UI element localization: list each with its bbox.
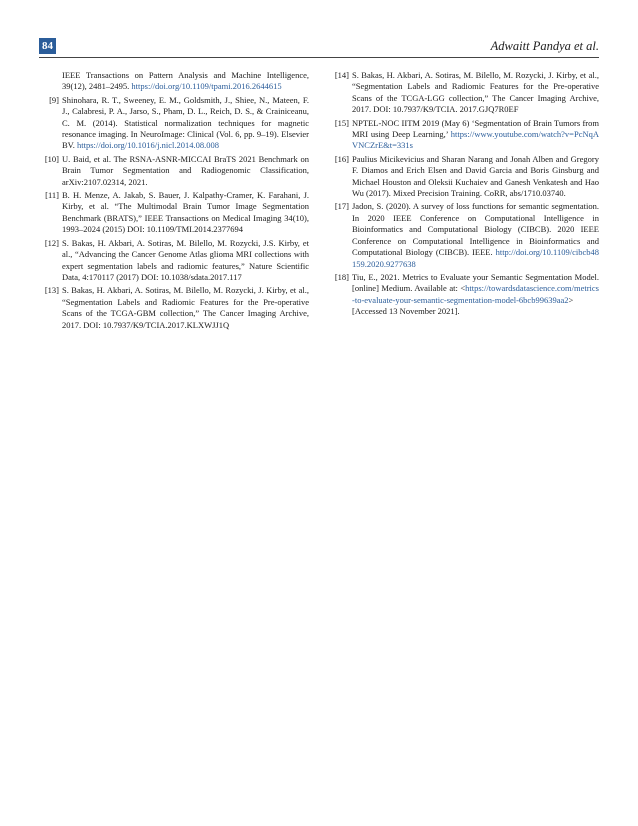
reference-item: [39, 154, 309, 188]
reference-text: IEEE Transactions on Pattern Analysis and Machine Intelligence, 39(12), 2481–2495.: [62, 70, 309, 92]
reference-link[interactable]: https://doi.org/10.1016/j.nicl.2014.08.008: [76, 140, 219, 151]
reference-number: [10]: [44, 153, 59, 164]
reference-tail: > [Accessed 13 November 2021].: [352, 294, 574, 317]
reference-text: S. Bakas, H. Akbari, A. Sotiras, M. Bilello, M. Rozycki, J.S. Kirby, et al., “Advancing the Cancer Genome Atlas glioma MRI collections with expert segmentation labels and radiomic features,” Nature Scientific Data, 4:170117 (2017) DOI: 10.1038/sdata.2017.117: [62, 237, 309, 282]
references-right-column: [329, 70, 599, 320]
reference-item: [39, 190, 309, 236]
references-left-column: [39, 70, 309, 333]
reference-text: Tiu, E., 2021. Metrics to Evaluate your Semantic Segmentation Model. [online] Medium. Available at: <: [352, 271, 599, 294]
reference-text: Shinohara, R. T., Sweeney, E. M., Goldsmith, J., Shiee, N., Mateen, F. J., Calabresi, P. A., Jarso, S., Pham, D. L., Reich, D. S., & Crainiceanu, C. M. (2014). Statistical normalization techniques for magnetic resonance imaging. In NeuroImage: Clinical (Vol. 6, pp. 9–19). Elsevier BV.: [62, 94, 309, 151]
reference-item: [329, 201, 599, 269]
reference-text: Jadon, S. (2020). A survey of loss functions for semantic segmentation. In 2020 IEEE Conference on Computational Intelligence in Bioinformatics and Computational Biology (CIBCB). 2020 IEEE Conference on Computational Intelligence in Bioinformatics and Computational Biology (CIBCB). IEEE.: [352, 201, 599, 258]
reference-number: [17]: [334, 201, 349, 212]
reference-text: B. H. Menze, A. Jakab, S. Bauer, J. Kalpathy-Cramer, K. Farahani, J. Kirby, et al. “The Multimodal Brain Tumor Image Segmentation Benchmark (BRATS),” IEEE Transactions on Medical Imaging 34(10), 1993–2024 (2015) DOI: 10.1109/TMI.2014.2377694: [62, 190, 309, 235]
reference-number: [12]: [44, 237, 59, 248]
reference-link[interactable]: https://www.youtube.com/watch?v=PcNqAVNCZrE&t=331s: [352, 129, 599, 151]
reference-item: [329, 118, 599, 152]
running-head: Adwaitt Pandya et al.: [490, 39, 599, 53]
reference-item: [39, 238, 309, 284]
reference-number: [14]: [334, 70, 349, 80]
reference-number: [15]: [334, 117, 349, 128]
reference-link[interactable]: https://towardsdatascience.com/metrics-to-evaluate-your-semantic-segmentation-model-6bcb99639aa2: [352, 283, 599, 305]
reference-number: [11]: [45, 190, 59, 201]
header-rule: [39, 57, 599, 58]
reference-number: [13]: [44, 285, 59, 296]
reference-text: S. Bakas, H. Akbari, A. Sotiras, M. Bilello, M. Rozycki, J. Kirby, et al., “Segmentation Labels and Radiomic Features for the Pre-operative Scans of the TCGA-LGG collection,” The Cancer Imaging Archive, 2017. DOI: 10.7937/K9/TCIA. 2017.GJQ7R0EF: [352, 70, 599, 115]
reference-number: [9]: [49, 94, 59, 105]
reference-item: [329, 154, 599, 200]
reference-item: [39, 285, 309, 331]
page-number: 84: [39, 38, 56, 54]
reference-number: [16]: [334, 153, 349, 164]
reference-item: [39, 70, 309, 93]
reference-text: S. Bakas, H. Akbari, A. Sotiras, M. Bilello, M. Rozycki, J. Kirby, et al., “Segmentation Labels and Radiomic Features for the Pre-operative Scans of the TCGA-GBM collection,” The Cancer Imaging Archive, 2017. DOI: 10.7937/K9/TCIA.2017.KLXWJJ1Q: [62, 285, 309, 330]
reference-text: NPTEL-NOC IITM 2019 (May 6) ‘Segmentation of Brain Tumors from MRI using Deep Learning,’: [352, 117, 599, 140]
reference-link[interactable]: http://doi.org/10.1109/cibcb48159.2020.9277638: [352, 247, 599, 269]
reference-text: Paulius Micikevicius and Sharan Narang and Jonah Alben and Gregory F. Diamos and Erich Elsen and David Garcia and Boris Ginsburg and Michael Houston and Oleksii Kuchaiev and Ganesh Venkatesh and Hao Wu (2017). Mixed Precision Training. CoRR, abs/1710.03740.: [352, 153, 599, 199]
reference-item: [329, 272, 599, 318]
reference-link[interactable]: https://doi.org/10.1109/tpami.2016.2644615: [131, 81, 282, 92]
reference-item: [329, 70, 599, 116]
reference-text: U. Baid, et al. The RSNA-ASNR-MICCAI BraTS 2021 Benchmark on Brain Tumor Segmentation and Radiogenomic Classification, arXiv:2107.02314, 2021.: [62, 153, 309, 187]
reference-number: [18]: [334, 271, 349, 282]
page-header: [39, 37, 599, 57]
reference-item: [39, 95, 309, 152]
